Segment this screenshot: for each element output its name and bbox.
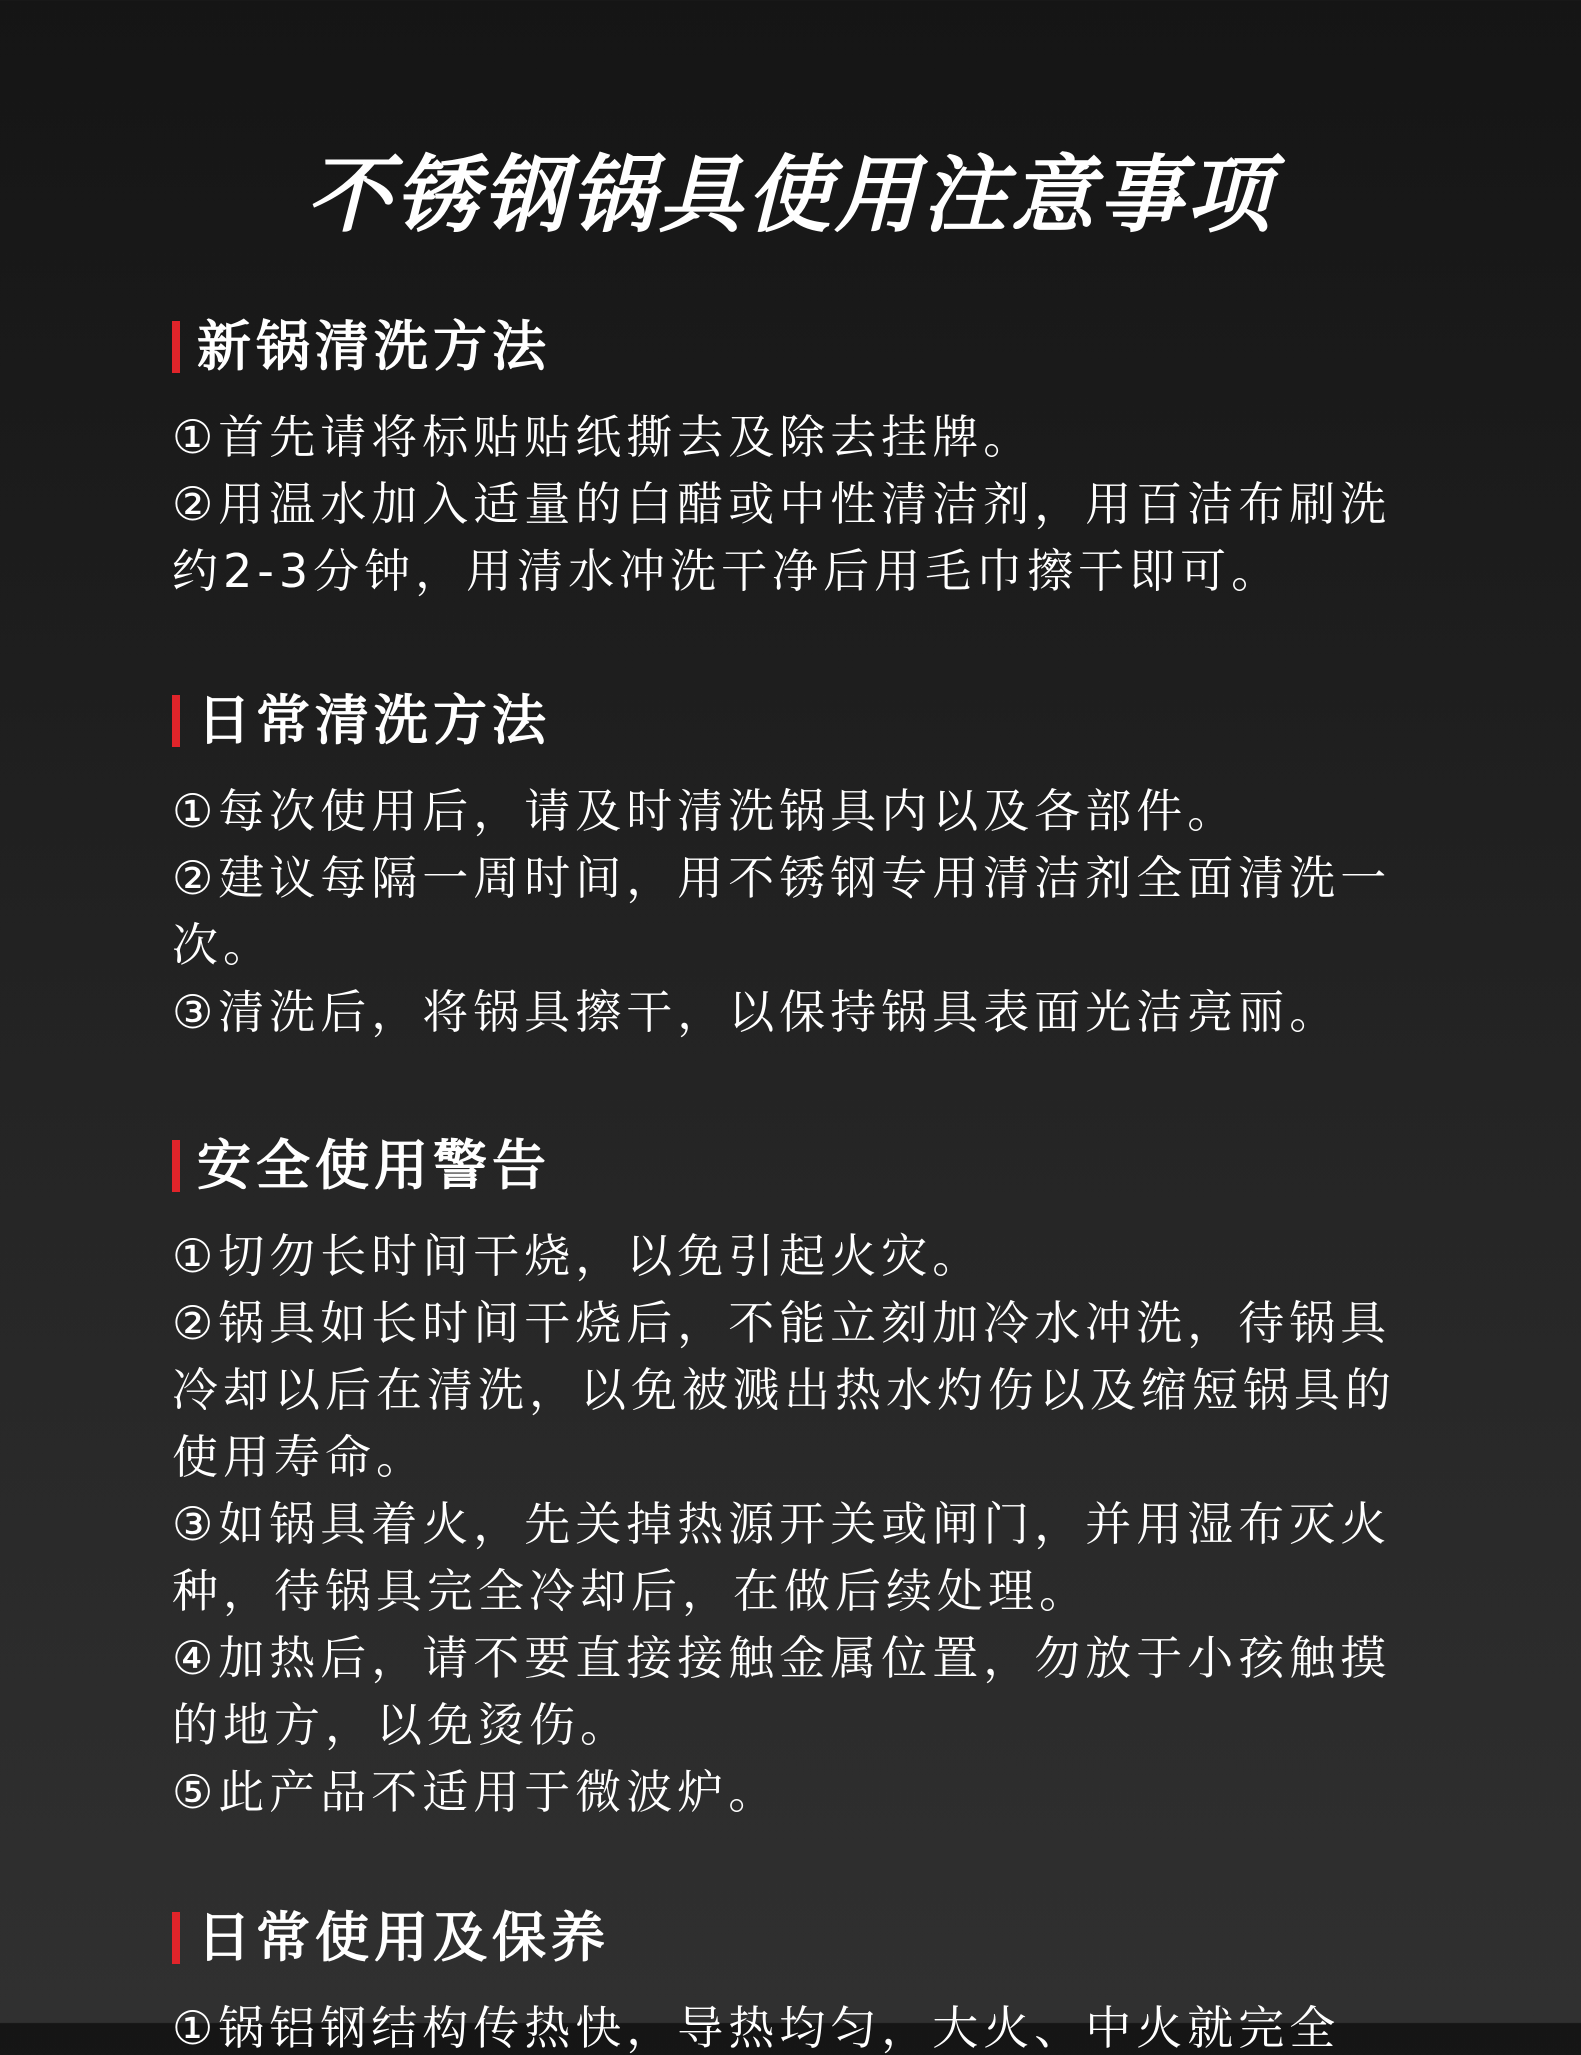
- section-new-pot-cleaning: [172, 312, 1442, 605]
- section-header: [172, 1131, 1442, 1201]
- section-title: 新锅清洗方法: [197, 315, 551, 378]
- section-daily-use-maintenance: [172, 1903, 1442, 2055]
- page-title: 不锈钢锅具使用注意事项: [306, 146, 1275, 244]
- red-accent-bar: [172, 1912, 180, 1964]
- section-safety-warning: [172, 1131, 1442, 1826]
- instruction-item: ③清洗后，将锅具擦干，以保持锅具表面光洁亮丽。: [172, 985, 1341, 1039]
- section-daily-cleaning: [172, 686, 1442, 1046]
- instruction-list: [172, 1995, 1442, 2055]
- instruction-list: [172, 404, 1442, 605]
- instruction-list: [172, 778, 1442, 1046]
- instruction-item: ④加热后，请不要直接接触金属位置，勿放于小孩触摸的地方，以免烫伤。: [172, 1631, 1392, 1752]
- instruction-list: [172, 1223, 1442, 1826]
- section-title: 日常使用及保养: [197, 1906, 610, 1969]
- red-accent-bar: [172, 695, 180, 747]
- red-accent-bar: [172, 321, 180, 373]
- instruction-item: ⑤此产品不适用于微波炉。: [172, 1765, 780, 1819]
- instruction-item: ①切勿长时间干烧，以免引起火灾。: [172, 1229, 984, 1283]
- instruction-item: ③如锅具着火，先关掉热源开关或闸门，并用湿布灭火种，待锅具完全冷却后，在做后续处理。: [172, 1497, 1392, 1618]
- section-header: [172, 312, 1442, 382]
- section-title: 日常清洗方法: [197, 689, 551, 752]
- instruction-item: ①锅铝钢结构传热快，导热均匀，大火、中火就完全: [172, 2001, 1341, 2055]
- instruction-item: ①每次使用后，请及时清洗锅具内以及各部件。: [172, 784, 1239, 838]
- instruction-item: ①首先请将标贴贴纸撕去及除去挂牌。: [172, 410, 1035, 464]
- instruction-item: ②用温水加入适量的白醋或中性清洁剂，用百洁布刷洗约2-3分钟，用清水冲洗干净后用毛巾擦干即可。: [172, 477, 1392, 598]
- instruction-item: ②建议每隔一周时间，用不锈钢专用清洁剂全面清洗一次。: [172, 851, 1392, 972]
- section-header: [172, 686, 1442, 756]
- section-title: 安全使用警告: [197, 1134, 551, 1197]
- red-accent-bar: [172, 1140, 180, 1192]
- section-header: [172, 1903, 1442, 1973]
- instruction-item: ②锅具如长时间干烧后，不能立刻加冷水冲洗，待锅具冷却以后在清洗，以免被溅出热水灼伤以及缩短锅具的使用寿命。: [172, 1296, 1396, 1484]
